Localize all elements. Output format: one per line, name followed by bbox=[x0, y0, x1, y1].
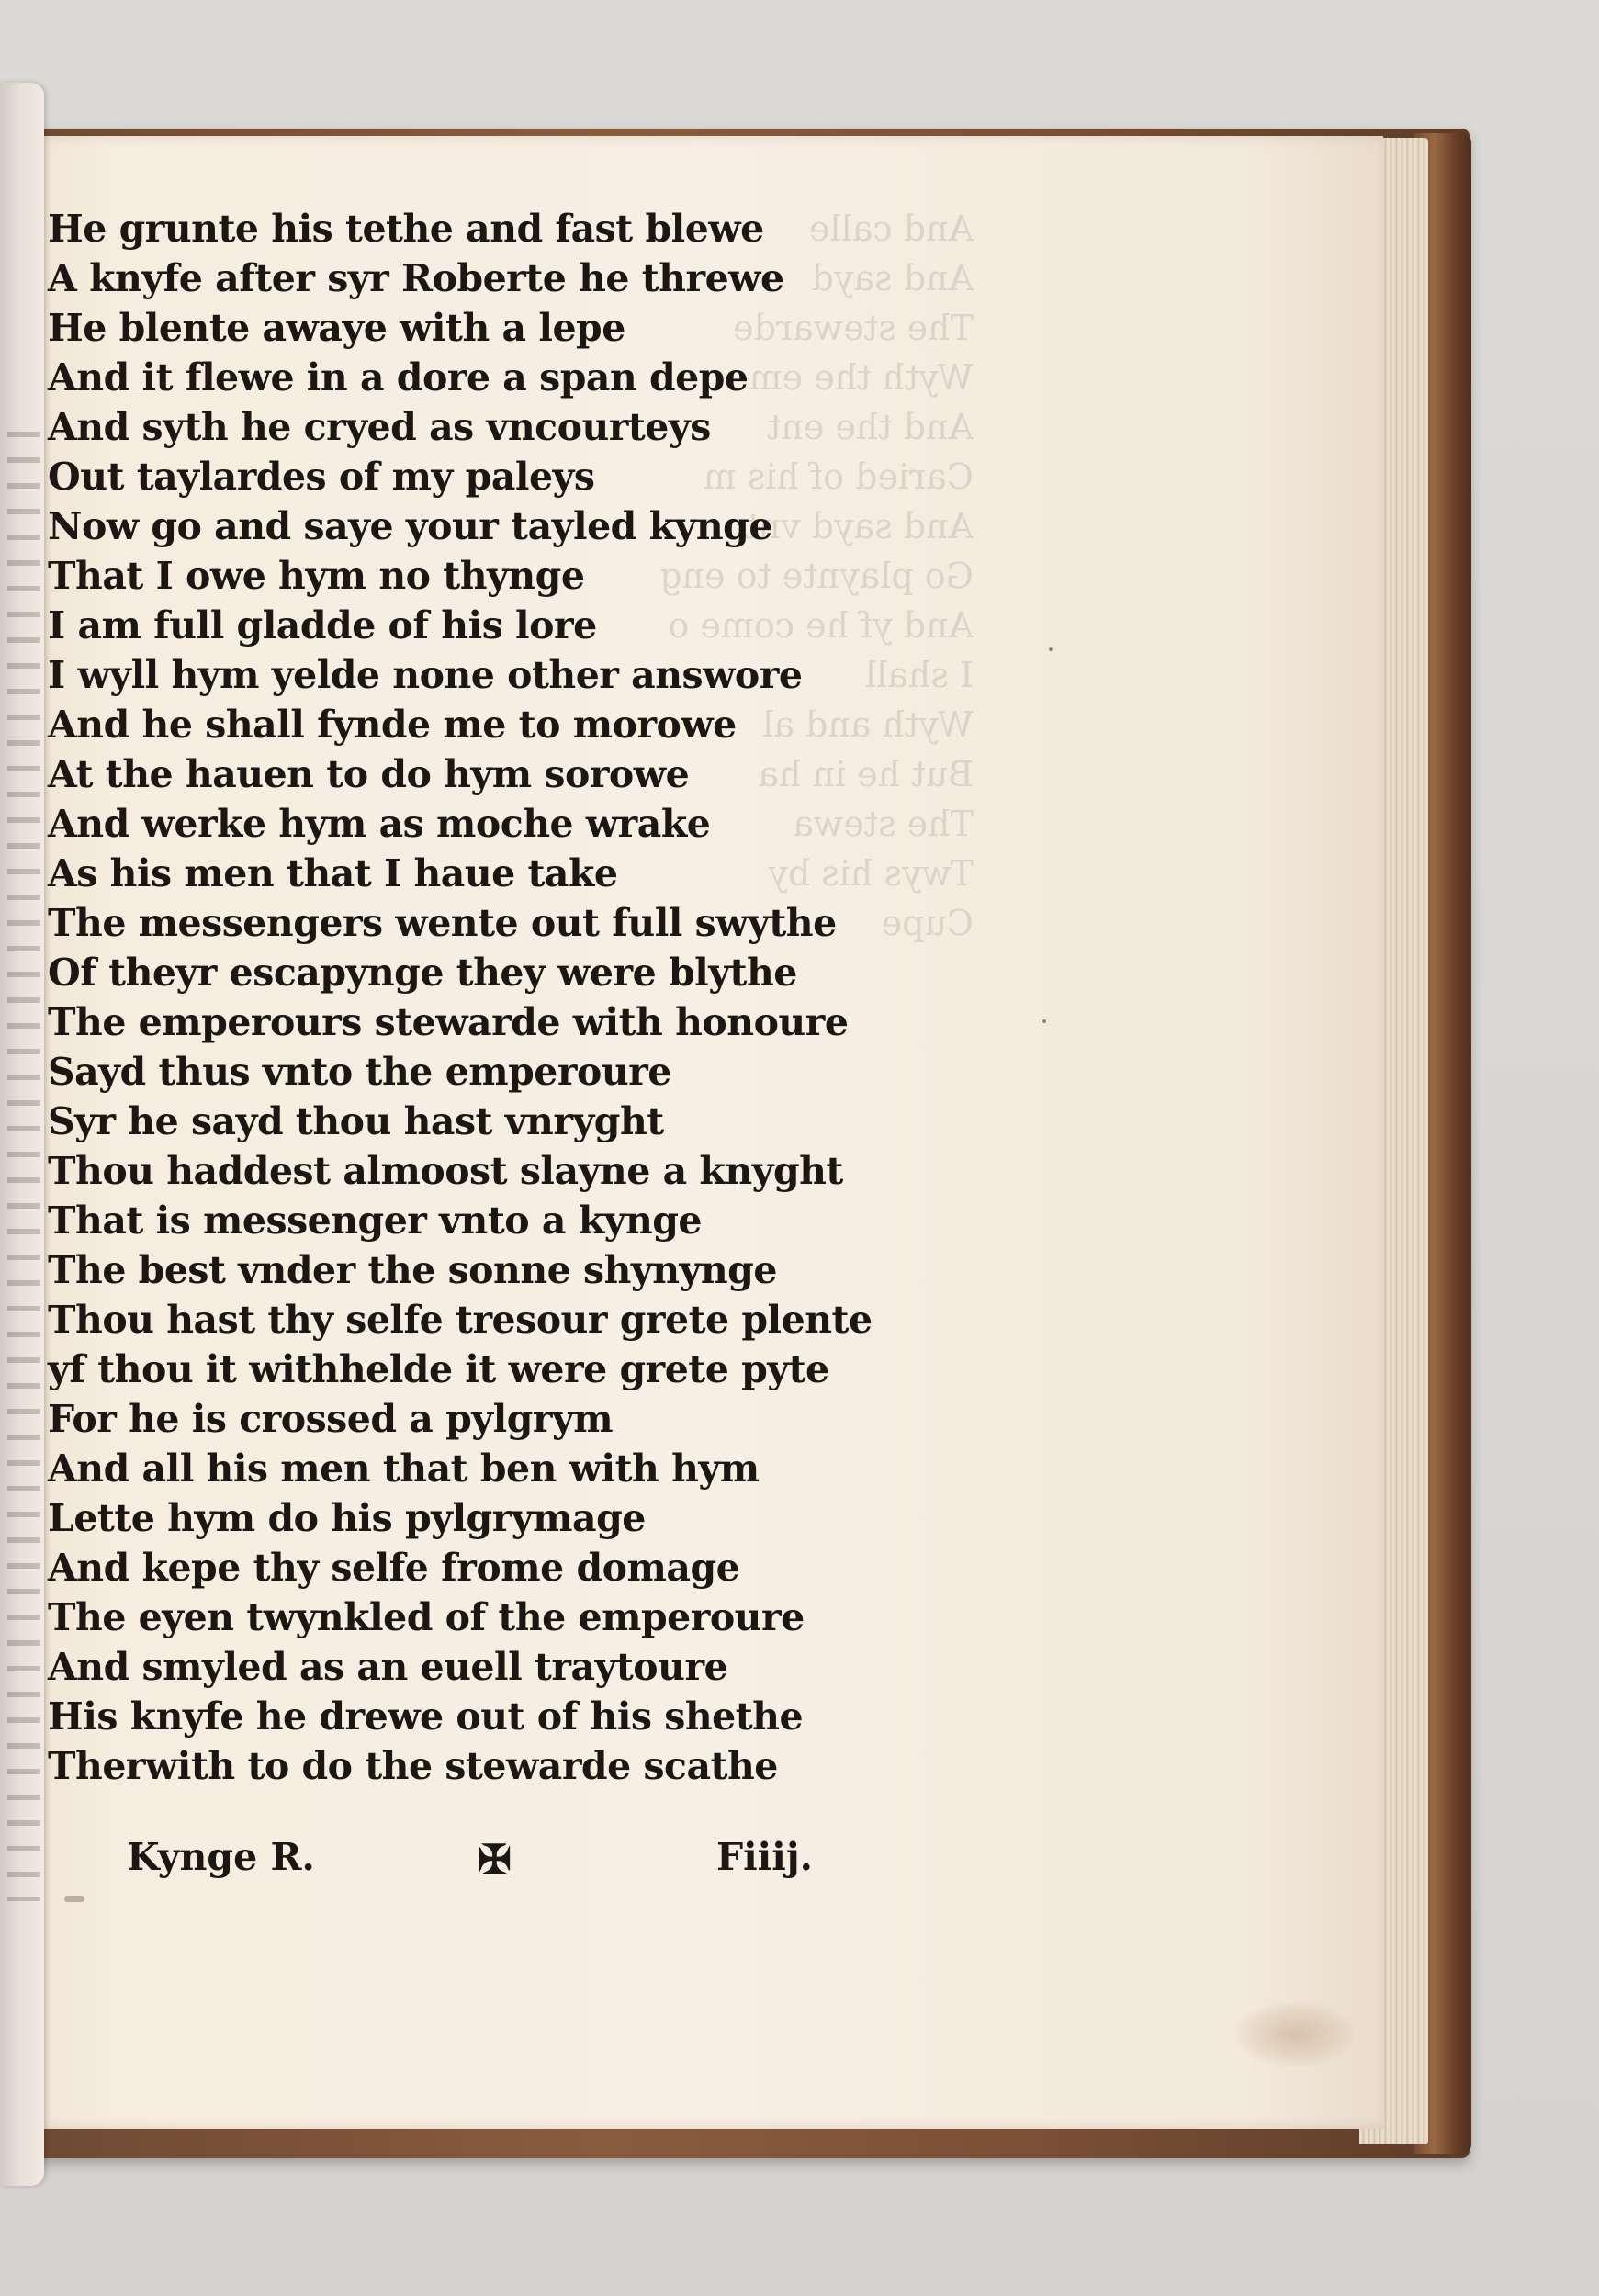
ghost-line: And calle bbox=[808, 208, 974, 249]
text-line: And syth he cryed as vncourteys bbox=[48, 405, 711, 449]
ghost-line: Caried of his m bbox=[703, 456, 974, 497]
text-line: His knyfe he drewe out of his shethe bbox=[48, 1694, 804, 1739]
ghost-line: The stewa bbox=[793, 804, 974, 844]
ghost-line: Wyth and al bbox=[762, 704, 974, 745]
text-line: Sayd thus vnto the emperoure bbox=[48, 1050, 671, 1094]
page-stain bbox=[1235, 2002, 1355, 2066]
text-line: And it flewe in a dore a span depe bbox=[48, 355, 749, 400]
ghost-line: Wyth the em bbox=[749, 357, 974, 398]
text-line: As his men that I haue take bbox=[48, 851, 618, 895]
ink-speck bbox=[1049, 647, 1053, 651]
folio-number: Fiiij. bbox=[716, 1835, 813, 1879]
page-footer bbox=[119, 1835, 854, 1890]
text-line: And smyled as an euell traytoure bbox=[48, 1645, 728, 1689]
text-line: He blente awaye with a lepe bbox=[48, 306, 625, 350]
ghost-line: But he in ha bbox=[758, 754, 974, 794]
text-line: A knyfe after syr Roberte he threwe bbox=[48, 256, 784, 300]
ghost-line: I shall bbox=[864, 655, 974, 695]
ghost-line: And sayd vnto bbox=[723, 506, 974, 546]
text-line: For he is crossed a pylgrym bbox=[48, 1397, 614, 1441]
text-line: Thou hast thy selfe tresour grete plente bbox=[48, 1298, 873, 1342]
text-line: And he shall fynde me to morowe bbox=[48, 703, 737, 747]
ink-speck bbox=[64, 1896, 84, 1902]
ghost-line: Cupe bbox=[881, 903, 974, 943]
text-line: The best vnder the sonne shynynge bbox=[48, 1248, 777, 1292]
previous-page-text-traces bbox=[7, 432, 40, 1901]
ghost-line: And yf he come o bbox=[668, 605, 974, 646]
text-line: That I owe hym no thynge bbox=[48, 554, 585, 598]
text-line: At the hauen to do hym sorowe bbox=[48, 752, 690, 796]
text-line: The emperours stewarde with honoure bbox=[48, 1000, 849, 1044]
poem-text-block bbox=[48, 204, 874, 1791]
ghost-line: The stewarde bbox=[733, 308, 974, 348]
text-line: The eyen twynkled of the emperoure bbox=[48, 1595, 805, 1639]
text-line: Lette hym do his pylgrymage bbox=[48, 1496, 646, 1540]
text-line: Of theyr escapynge they were blythe bbox=[48, 951, 797, 995]
text-line: He grunte his tethe and fast blewe bbox=[48, 207, 764, 251]
ink-speck bbox=[1042, 1019, 1046, 1023]
text-line: I wyll hym yelde none other answore bbox=[48, 653, 803, 697]
text-line: And all his men that ben with hym bbox=[48, 1446, 760, 1491]
text-line: yf thou it withhelde it were grete pyte bbox=[48, 1347, 829, 1391]
text-line: Thou haddest almoost slayne a knyght bbox=[48, 1149, 843, 1193]
text-line: Out taylardes of my paleys bbox=[48, 455, 595, 499]
text-line: And kepe thy selfe frome domage bbox=[48, 1546, 740, 1590]
ghost-line: And the ent bbox=[767, 407, 974, 447]
ghost-line: And sayd bbox=[811, 258, 974, 298]
signature-mark: Kynge R. bbox=[127, 1835, 315, 1879]
text-line: The messengers wente out full swythe bbox=[48, 901, 837, 945]
text-line: I am full gladde of his lore bbox=[48, 603, 597, 647]
text-line: Therwith to do the stewarde scathe bbox=[48, 1744, 778, 1788]
text-line: That is messenger vnto a kynge bbox=[48, 1199, 703, 1243]
text-line: Now go and saye your tayled kynge bbox=[48, 504, 772, 548]
cross-ornament-icon: ✠ bbox=[478, 1837, 512, 1884]
ghost-line: Go playnte to eng bbox=[659, 556, 974, 596]
text-line: And werke hym as moche wrake bbox=[48, 802, 711, 846]
text-line: Syr he sayd thou hast vnryght bbox=[48, 1099, 664, 1143]
previous-page-sliver bbox=[0, 83, 44, 2186]
ghost-line: Twys his by bbox=[768, 853, 974, 894]
